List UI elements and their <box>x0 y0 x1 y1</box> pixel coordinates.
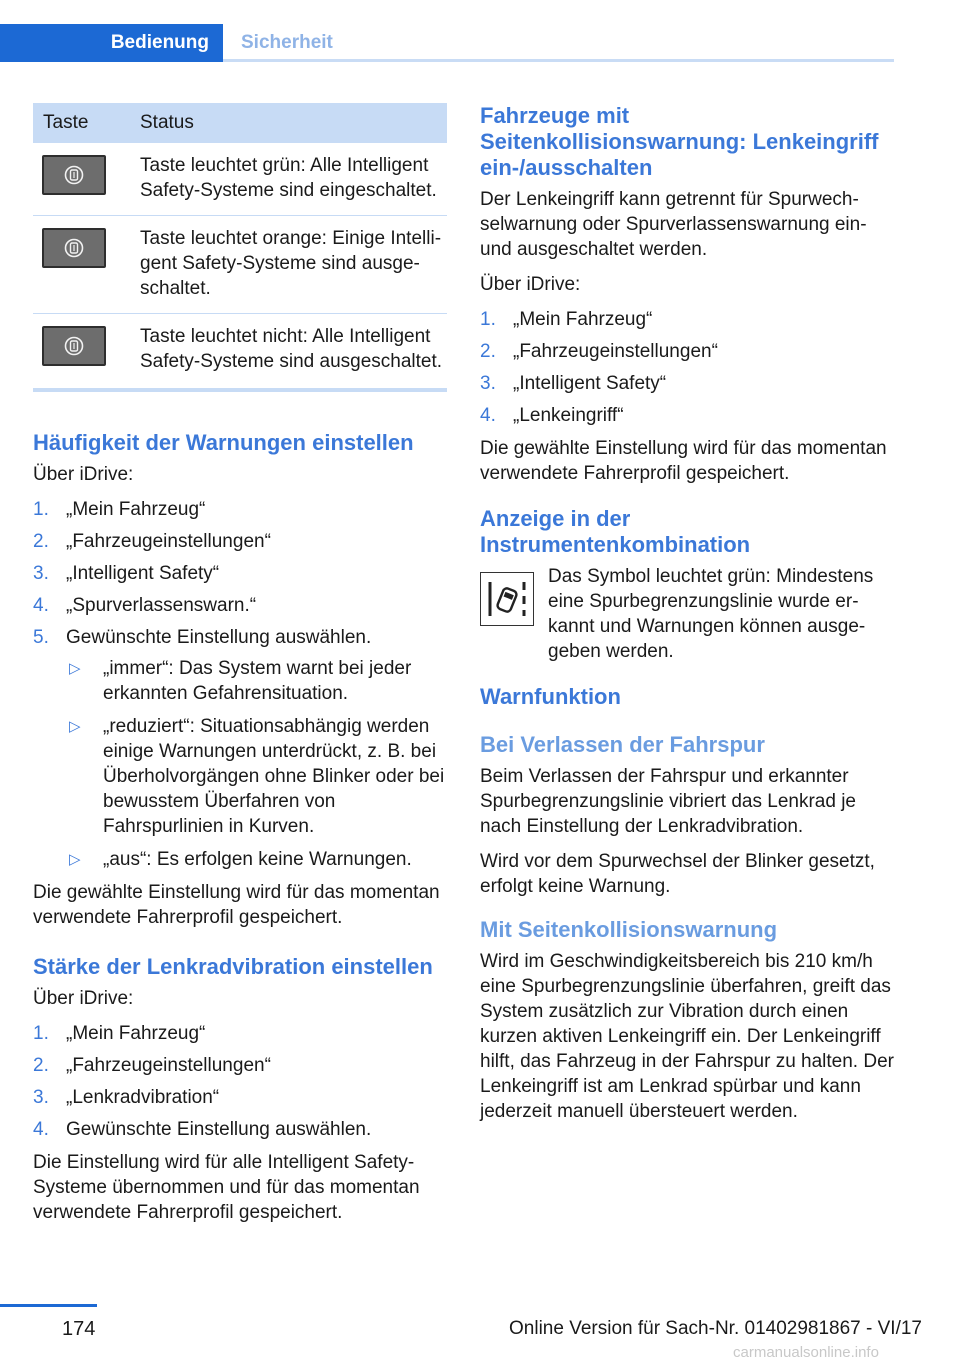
lane-departure-icon <box>480 572 534 626</box>
tab-underline <box>223 59 894 62</box>
list-item: 2. „Fahrzeugeinstellungen“ <box>480 341 718 362</box>
intelligent-safety-button-icon <box>42 155 106 195</box>
idrive-intro: Über iDrive: <box>33 464 134 485</box>
option-list <box>66 656 447 872</box>
heading-lane-leaving: Bei Verlassen der Fahrspur <box>480 732 765 757</box>
intelligent-safety-button-icon <box>42 326 106 366</box>
status-text: Taste leuchtet nicht: Alle Intelligent Safety-Systeme sind ausgeschaltet. <box>126 314 447 391</box>
heading-warnfunction: Warnfunktion <box>480 684 621 709</box>
table-row <box>33 314 447 391</box>
section-tabs <box>0 24 894 62</box>
tab-bedienung[interactable]: Bedienung <box>0 24 223 62</box>
indicator-block <box>480 564 894 664</box>
list-item: 3. „Intelligent Safety“ <box>33 563 220 584</box>
table-row <box>33 216 447 314</box>
left-column <box>33 103 447 1235</box>
list-item: 1. „Mein Fahrzeug“ <box>33 1023 206 1044</box>
heading-side-collision: Fahrzeuge mit Seitenkollisionswarnung: Lenkeingriff ein-/ausschalten <box>480 103 879 180</box>
triangle-bullet-icon: ▷ <box>69 718 81 735</box>
heading-side-warning: Mit Seitenkollisionswarnung <box>480 917 778 942</box>
option-item: ▷ „immer“: Das System warnt bei jeder erkannten Gefahrensituation. <box>69 658 412 704</box>
side-warning-text: Wird im Geschwindigkeitsbereich bis 210 km/h eine Spurbegrenzungslinie überfahren, greift das System zusätzlich zur Vibration durch einen kurzen aktiven Lenkeingriff ein. Der Lenkeingriff hilft, das Fahrzeug in der Fahrspur zu halten. Der Lenkeingriff ist am Lenkrad spürbar und kann jederzeit manuell übersteuert werden. <box>480 951 894 1122</box>
list-item: 5. Gewünschte Einstellung auswählen. ▷ „immer“: Das System warnt bei jeder erkannten Gefahrensituation. ▷ „reduziert“: Situationsabhängig werden einige Warnungen unterdrückt, z. B. bei Überholvorgängen ohne Blinker oder bei bewusstem Überfahren von Fahrspurlinien in Kurven. ▷ „aus“: Es erfolgen keine Warnungen. <box>33 625 447 872</box>
footer-accent-line <box>0 1304 97 1307</box>
idrive-intro: Über iDrive: <box>480 274 581 295</box>
page-number: 174 <box>62 1318 96 1340</box>
triangle-bullet-icon: ▷ <box>69 851 81 868</box>
idrive-intro: Über iDrive: <box>33 988 134 1009</box>
watermark: carmanualsonline.info <box>733 1344 879 1361</box>
frequency-note: Die gewählte Einstellung wird für das momentan verwendete Fahrerprofil gespeichert. <box>33 882 440 928</box>
frequency-steps <box>33 497 447 872</box>
tab-sicherheit[interactable]: Sicherheit <box>241 32 333 53</box>
list-item: 4. „Spurverlassenswarn.“ <box>33 595 257 616</box>
strength-steps <box>33 1021 447 1142</box>
lane-leaving-text: Beim Verlassen der Fahrspur und erkannter Spurbegrenzungslinie vibriert das Lenkrad je nach Einstellung der Lenkradvibration. <box>480 766 857 837</box>
option-item: ▷ „aus“: Es erfolgen keine Warnungen. <box>69 849 412 870</box>
display-text: Das Symbol leuchtet grün: Mindestens eine Spurbegrenzungslinie wurde erkannt und Warnungen können ausgegeben werden. <box>548 566 874 662</box>
strength-note: Die Einstellung wird für alle Intelligent Safety-Systeme übernommen und für das momentan verwendete Fahrerprofil gespeichert. <box>33 1152 420 1223</box>
list-item: 2. „Fahrzeugeinstellungen“ <box>33 531 271 552</box>
list-item: 4. „Lenkeingriff“ <box>480 405 624 426</box>
status-text: Taste leuchtet orange: Einige Intelligent Safety-Systeme sind ausgeschaltet. <box>126 216 447 314</box>
table-header-taste: Taste <box>33 103 126 143</box>
heading-display: Anzeige in der Instrumentenkombination <box>480 506 751 557</box>
side-collision-note: Die gewählte Einstellung wird für das momentan verwendete Fahrerprofil gespeichert. <box>480 438 887 484</box>
triangle-bullet-icon: ▷ <box>69 660 81 677</box>
list-item: 3. „Lenkradvibration“ <box>33 1087 220 1108</box>
side-collision-steps <box>480 307 894 428</box>
list-item: 4. Gewünschte Einstellung auswählen. <box>33 1119 372 1140</box>
side-collision-text: Der Lenkeingriff kann getrennt für Spurwechselwarnung oder Spurverlassenswarnung ein- und ausgeschaltet werden. <box>480 189 867 260</box>
status-text: Taste leuchtet grün: Alle Intelligent Safety-Systeme sind eingeschaltet. <box>126 143 447 216</box>
table-header-row <box>33 103 447 143</box>
right-column <box>480 103 894 1134</box>
status-table <box>33 103 447 392</box>
table-header-status: Status <box>126 103 447 143</box>
list-item: 2. „Fahrzeugeinstellungen“ <box>33 1055 271 1076</box>
heading-strength: Stärke der Lenkradvibration einstellen <box>33 954 433 979</box>
option-item: ▷ „reduziert“: Situationsabhängig werden einige Warnungen unterdrückt, z. B. bei Überholvorgängen ohne Blinker oder bei bewusstem Überfahren von Fahrspurlinien in Kurven. <box>69 716 445 837</box>
list-item: 1. „Mein Fahrzeug“ <box>33 499 206 520</box>
footer-version-text: Online Version für Sach-Nr. 01402981867 - VI/17 <box>509 1318 922 1339</box>
blinker-text: Wird vor dem Spurwechsel der Blinker gesetzt, erfolgt keine Warnung. <box>480 851 875 897</box>
table-row <box>33 143 447 216</box>
list-item: 1. „Mein Fahrzeug“ <box>480 309 653 330</box>
heading-frequency: Häufigkeit der Warnungen einstellen <box>33 430 414 455</box>
intelligent-safety-button-icon <box>42 228 106 268</box>
list-item: 3. „Intelligent Safety“ <box>480 373 667 394</box>
